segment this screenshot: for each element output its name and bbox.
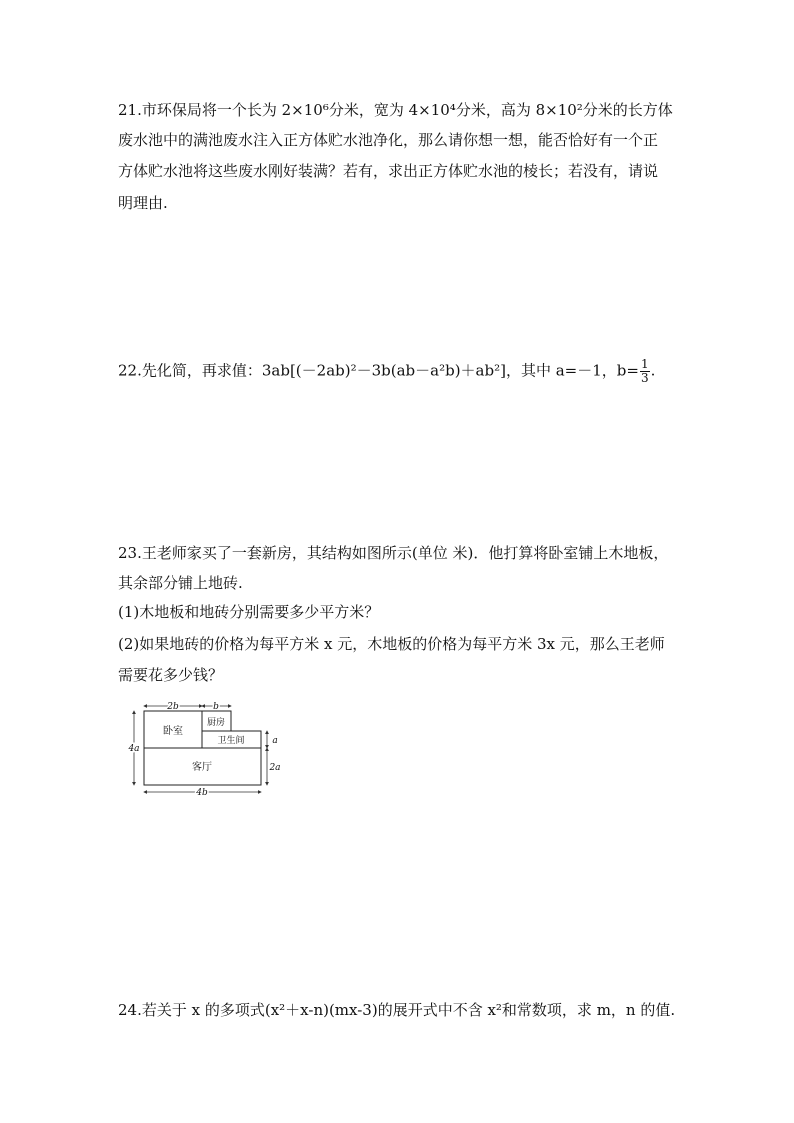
q23-sub2-line-1: (2)如果地砖的价格为每平方米 x 元，木地板的价格为每平方米 3x 元，那么王老师 (118, 635, 665, 653)
question-22 (118, 358, 655, 385)
dim-label-4b: 4b (196, 788, 208, 798)
fraction-numerator: 1 (640, 357, 649, 371)
dim-label-b: b (213, 702, 219, 712)
q21-line-2: 废水池中的满池废水注入正方体贮水池净化，那么请你想一想，能否恰好有一个正 (118, 131, 659, 149)
q23-line-1: 23.王老师家买了一套新房，其结构如图所示(单位 米)．他打算将卧室铺上木地板， (118, 544, 669, 562)
dim-label-4a: 4a (128, 744, 140, 754)
dim-label-a: a (272, 736, 278, 746)
dim-label-2b: 2b (167, 702, 179, 712)
bedroom-label: 卧室 (163, 726, 183, 737)
q23-sub1: (1)木地板和地砖分别需要多少平方米？ (118, 603, 380, 621)
q21-line-4: 明理由. (118, 194, 168, 212)
floor-plan-figure (126, 702, 286, 798)
q22-end: . (650, 361, 656, 380)
bathroom-label: 卫生间 (217, 736, 245, 746)
q22-fraction (640, 358, 650, 385)
q23-line-2: 其余部分铺上地砖. (118, 574, 243, 592)
kitchen-label: 厨房 (206, 718, 226, 728)
q23-sub2-line-2: 需要花多少钱？ (118, 666, 224, 684)
q21-line-1: 21.市环保局将一个长为 2×10⁶分米，宽为 4×10⁴分米，高为 8×10²分米的长方体 (118, 101, 673, 119)
q21-line-3: 方体贮水池将这些废水刚好装满？若有，求出正方体贮水池的棱长；若没有，请说 (118, 162, 659, 180)
q22-text: 22.先化简，再求值：3ab[(－2ab)²－3b(ab－a²b)＋ab²]，其中 a=－1，b= (118, 361, 639, 380)
dim-label-2a: 2a (269, 763, 281, 773)
question-24: 24.若关于 x 的多项式(x²＋x-n)(mx-3)的展开式中不含 x²和常数项，求 m，n 的值. (118, 1001, 676, 1019)
fraction-denominator: 3 (640, 371, 649, 385)
living-room-label: 客厅 (192, 762, 212, 773)
